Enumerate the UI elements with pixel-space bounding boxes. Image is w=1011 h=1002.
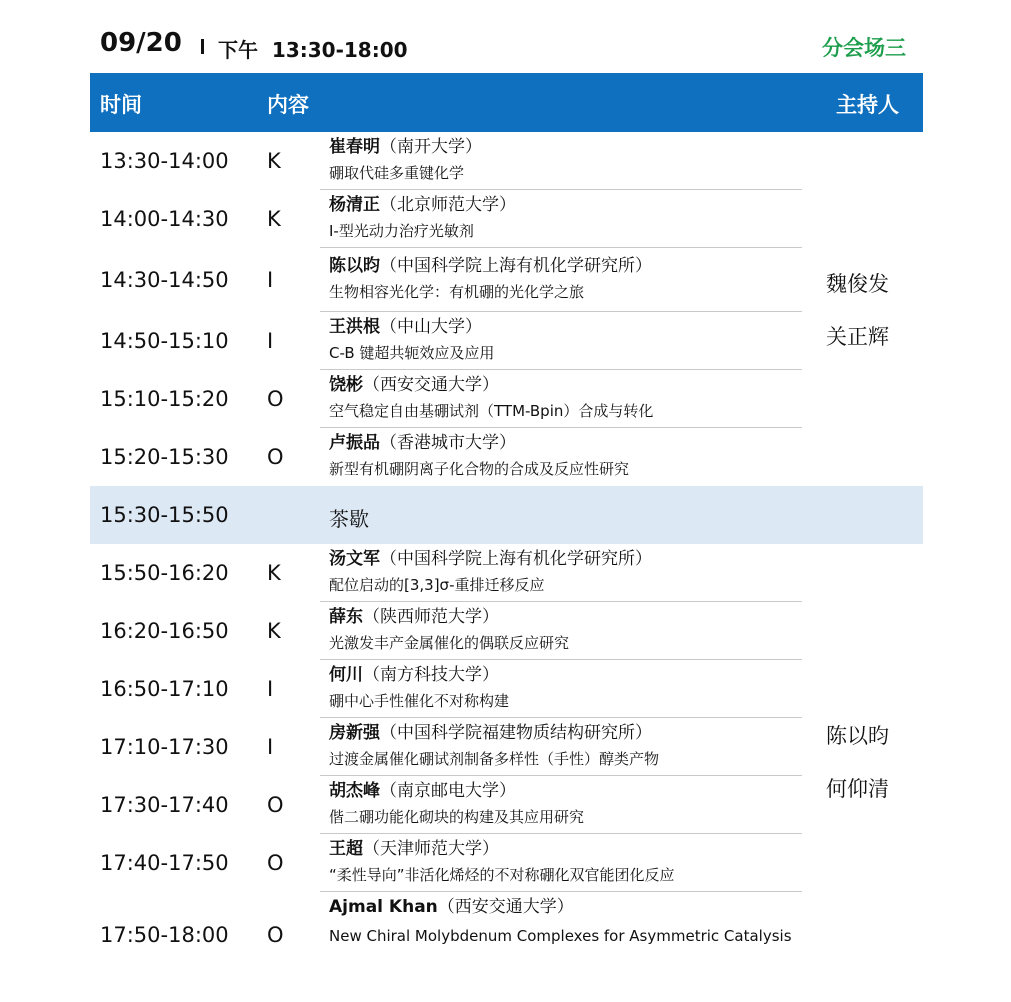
row-time: 15:50-16:20 — [100, 561, 229, 585]
table-row — [90, 544, 923, 602]
talk-title: 空气稳定自由基硼试剂（TTM-Bpin）合成与转化 — [329, 402, 654, 420]
talk-title: New Chiral Molybdenum Complexes for Asymmetric Catalysis — [329, 927, 792, 945]
speaker-affiliation: （南开大学） — [380, 137, 482, 157]
row-time: 16:50-17:10 — [100, 677, 229, 701]
row-type: I — [267, 677, 274, 701]
row-time: 13:30-14:00 — [100, 149, 229, 173]
row-content — [329, 547, 793, 597]
talk-title: 过渡金属催化硼试剂制备多样性（手性）醇类产物 — [329, 750, 660, 768]
speaker-affiliation: （中国科学院福建物质结构研究所） — [380, 723, 652, 743]
table-row — [90, 660, 923, 718]
row-time: 14:00-14:30 — [100, 207, 229, 231]
session-time: 下午 13:30-18:00 — [218, 38, 408, 62]
schedule-header — [0, 0, 1011, 72]
row-content — [329, 663, 793, 713]
talk-title: “柔性导向”非活化烯烃的不对称硼化双官能团化反应 — [329, 866, 675, 884]
table-row — [90, 776, 923, 834]
table-row — [90, 718, 923, 776]
row-type: O — [267, 445, 284, 469]
tea-break-row — [90, 486, 923, 544]
talk-title: C-B 键超共轭效应及应用 — [329, 344, 495, 362]
row-type: K — [267, 207, 281, 231]
speaker-affiliation: （中国科学院上海有机化学研究所） — [380, 549, 652, 569]
speaker-name: 陈以昀 — [329, 256, 380, 276]
row-time: 17:40-17:50 — [100, 851, 229, 875]
row-content — [329, 315, 793, 365]
speaker-affiliation: （南京邮电大学） — [380, 781, 516, 801]
speaker-name: Ajmal Khan — [329, 897, 438, 917]
row-type: I — [267, 329, 274, 353]
row-type: K — [267, 149, 281, 173]
host-name: 魏俊发 — [826, 272, 889, 296]
speaker-name: 杨清正 — [329, 195, 380, 215]
row-type: I — [267, 268, 274, 292]
speaker-name: 何川 — [329, 665, 363, 685]
speaker-name: 卢振品 — [329, 433, 380, 453]
speaker-affiliation: （香港城市大学） — [380, 433, 516, 453]
row-time: 14:30-14:50 — [100, 268, 229, 292]
row-time: 15:10-15:20 — [100, 387, 229, 411]
row-content — [329, 431, 793, 481]
speaker-affiliation: （西安交通大学） — [363, 375, 499, 395]
row-time: 17:30-17:40 — [100, 793, 229, 817]
speaker-affiliation: （中国科学院上海有机化学研究所） — [380, 256, 652, 276]
table-row — [90, 602, 923, 660]
row-content — [329, 373, 793, 423]
row-time: 17:50-18:00 — [100, 923, 229, 947]
table-row — [90, 248, 923, 312]
table-row — [90, 834, 923, 892]
row-content — [329, 779, 793, 829]
break-label: 茶歇 — [329, 507, 369, 531]
row-time: 16:20-16:50 — [100, 619, 229, 643]
row-type: K — [267, 619, 281, 643]
separator-bar — [201, 39, 204, 54]
table-row — [90, 190, 923, 248]
speaker-affiliation: （中山大学） — [380, 317, 482, 337]
talk-title: 硼中心手性催化不对称构建 — [329, 692, 510, 710]
table-row — [90, 892, 923, 978]
talk-title: 生物相容光化学：有机硼的光化学之旅 — [329, 283, 585, 301]
row-type: O — [267, 793, 284, 817]
session-date: 09/20 — [100, 28, 182, 58]
table-row — [90, 370, 923, 428]
speaker-name: 薛东 — [329, 607, 363, 627]
talk-title: 硼取代硅多重键化学 — [329, 164, 465, 182]
host-name: 陈以昀 — [826, 724, 889, 748]
row-type: O — [267, 387, 284, 411]
row-time: 15:20-15:30 — [100, 445, 229, 469]
speaker-affiliation: （南方科技大学） — [363, 665, 499, 685]
break-time: 15:30-15:50 — [100, 503, 229, 527]
speaker-name: 崔春明 — [329, 137, 380, 157]
speaker-name: 王洪根 — [329, 317, 380, 337]
speaker-affiliation: （陕西师范大学） — [363, 607, 499, 627]
row-content — [329, 254, 793, 304]
column-header-content: 内容 — [267, 93, 309, 117]
speaker-affiliation: （天津师范大学） — [363, 839, 499, 859]
row-type: O — [267, 923, 284, 947]
speaker-name: 饶彬 — [329, 375, 363, 395]
row-content — [329, 721, 793, 771]
table-row — [90, 312, 923, 370]
row-time: 17:10-17:30 — [100, 735, 229, 759]
host-name: 关正辉 — [826, 325, 889, 349]
speaker-name: 王超 — [329, 839, 363, 859]
row-content — [329, 135, 793, 185]
venue-label: 分会场三 — [822, 36, 906, 60]
row-type: O — [267, 851, 284, 875]
row-content — [329, 837, 793, 887]
speaker-name: 汤文军 — [329, 549, 380, 569]
table-header — [90, 73, 923, 132]
column-header-host: 主持人 — [836, 93, 899, 117]
row-type: I — [267, 735, 274, 759]
row-time: 14:50-15:10 — [100, 329, 229, 353]
row-content — [329, 895, 793, 949]
speaker-name: 胡杰峰 — [329, 781, 380, 801]
talk-title: 光激发丰产金属催化的偶联反应研究 — [329, 634, 570, 652]
speaker-name: 房新强 — [329, 723, 380, 743]
talk-title: 偕二硼功能化砌块的构建及其应用研究 — [329, 808, 585, 826]
schedule-table — [90, 132, 923, 978]
table-row — [90, 132, 923, 190]
talk-title: I-型光动力治疗光敏剂 — [329, 222, 474, 240]
row-type: K — [267, 561, 281, 585]
speaker-affiliation: （西安交通大学） — [437, 897, 574, 917]
speaker-affiliation: （北京师范大学） — [380, 195, 516, 215]
row-content — [329, 605, 793, 655]
host-name: 何仰清 — [826, 777, 889, 801]
talk-title: 配位启动的[3,3]σ-重排迁移反应 — [329, 576, 545, 594]
row-content — [329, 193, 793, 243]
table-row — [90, 428, 923, 486]
talk-title: 新型有机硼阴离子化合物的合成及反应性研究 — [329, 460, 630, 478]
column-header-time: 时间 — [100, 93, 142, 117]
